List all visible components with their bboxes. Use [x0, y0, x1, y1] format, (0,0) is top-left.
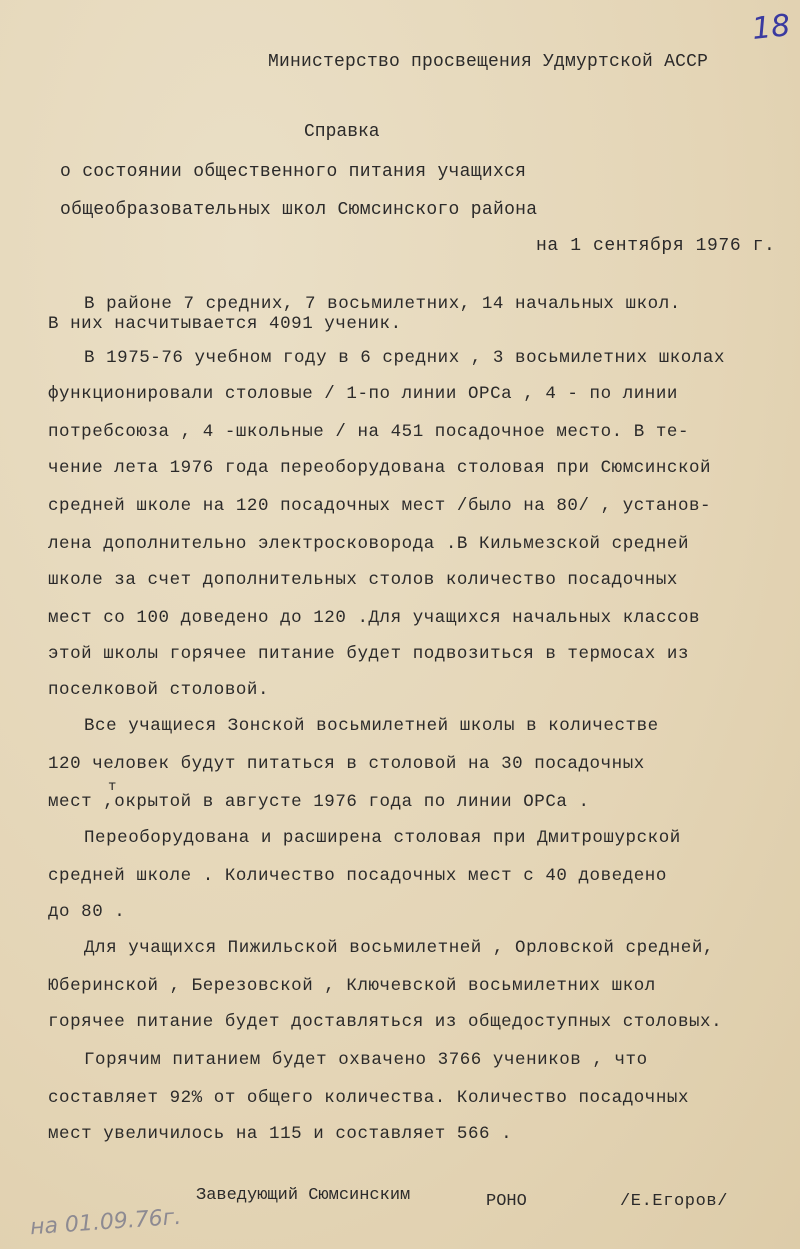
- body-line: школе за счет дополнительных столов количество посадочных: [48, 570, 678, 590]
- body-line: 120 человек будут питаться в столовой на 30 посадочных: [48, 754, 645, 774]
- body-line: до 80 .: [48, 902, 126, 922]
- document-title: Справка: [304, 122, 380, 142]
- body-line: Для учащихся Пижильской восьмилетней , Орловской средней,: [84, 938, 714, 958]
- body-line: мест увеличилось на 115 и составляет 566 .: [48, 1124, 513, 1144]
- signature-title: Заведующий Сюмсинским: [196, 1186, 411, 1205]
- body-line: В 1975-76 учебном году в 6 средних , 3 восьмилетних школах: [84, 348, 725, 368]
- body-line: составляет 92% от общего количества. Количество посадочных: [48, 1088, 689, 1108]
- body-line: мест ,окрытой в августе 1976 года по линии ОРСа .: [48, 792, 590, 812]
- handwritten-date-note: на 01.09.76г.: [29, 1204, 183, 1241]
- header-organization: Министерство просвещения Удмуртской АССР: [268, 52, 709, 72]
- body-line: Все учащиеся Зонской восьмилетней школы в количестве: [84, 716, 659, 736]
- subject-line-2: общеобразовательных школ Сюмсинского района: [60, 200, 538, 220]
- body-line: лена дополнительно электросковорода .В Кильмезской средней: [48, 534, 689, 554]
- body-line: потребсоюза , 4 -школьные / на 451 посадочное место. В те-: [48, 422, 689, 442]
- body-line: В районе 7 средних, 7 восьмилетних, 14 начальных школ.: [84, 294, 681, 314]
- body-line: этой школы горячее питание будет подвозиться в термосах из: [48, 644, 689, 664]
- body-line: Переоборудована и расширена столовая при Дмитрошурской: [84, 828, 681, 848]
- document-date: на 1 сентября 1976 г.: [536, 236, 776, 256]
- body-line: Юберинской , Березовской , Ключевской восьмилетних школ: [48, 976, 656, 996]
- body-line: В них насчитывается 4091 ученик.: [48, 314, 402, 334]
- page-number: 18: [750, 8, 792, 47]
- body-line: средней школе на 120 посадочных мест /было на 80/ , установ-: [48, 496, 712, 516]
- body-line: чение лета 1976 года переоборудована столовая при Сюмсинской: [48, 458, 712, 478]
- body-line: функционировали столовые / 1-по линии ОРСа , 4 - по линии: [48, 384, 678, 404]
- body-line: поселковой столовой.: [48, 680, 270, 700]
- signature-org: РОНО: [486, 1192, 527, 1211]
- body-line: горячее питание будет доставляться из общедоступных столовых.: [48, 1012, 723, 1032]
- body-line: мест со 100 доведено до 120 .Для учащихся начальных классов: [48, 608, 701, 628]
- signature-name: /Е.Егоров/: [620, 1192, 729, 1211]
- subject-line-1: о состоянии общественного питания учащихся: [60, 162, 527, 182]
- superscript-correction: т: [108, 779, 117, 795]
- body-line: средней школе . Количество посадочных мест с 40 доведено: [48, 866, 667, 886]
- body-line: Горячим питанием будет охвачено 3766 учеников , что: [84, 1050, 648, 1070]
